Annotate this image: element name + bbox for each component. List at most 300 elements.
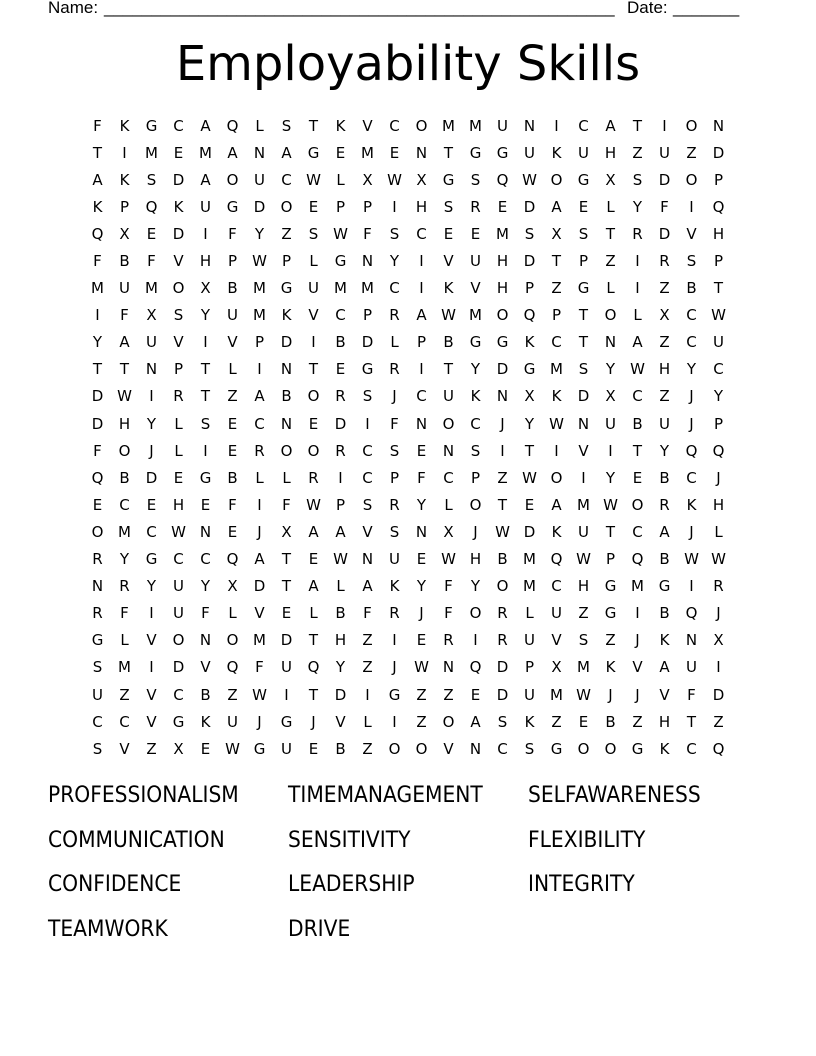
grid-letter: T: [578, 306, 589, 325]
grid-letter: Y: [200, 577, 211, 596]
grid-letter: F: [93, 116, 102, 135]
grid-letter: W: [252, 685, 267, 704]
grid-letter: Z: [578, 604, 589, 623]
grid-letter: I: [311, 333, 316, 352]
grid-letter: W: [522, 170, 537, 189]
grid-letter: L: [309, 604, 318, 623]
grid-letter: T: [308, 631, 319, 650]
grid-letter: K: [551, 522, 562, 541]
grid-letter: K: [551, 143, 562, 162]
grid-letter: Y: [335, 658, 346, 677]
grid-letter: C: [632, 387, 643, 406]
grid-letter: D: [658, 170, 671, 189]
grid-letter: H: [334, 631, 347, 650]
grid-letter: B: [659, 604, 670, 623]
grid-letter: D: [91, 387, 104, 406]
grid-letter: Z: [227, 387, 238, 406]
grid-letter: I: [473, 631, 478, 650]
grid-letter: E: [227, 441, 238, 460]
grid-letter: V: [470, 279, 481, 298]
grid-letter: N: [442, 441, 455, 460]
grid-letter: Z: [605, 252, 616, 271]
grid-letter: U: [524, 631, 535, 650]
grid-letter: V: [254, 604, 265, 623]
grid-letter: V: [335, 712, 346, 731]
grid-letter: V: [146, 631, 157, 650]
grid-letter: U: [281, 739, 292, 758]
grid-letter: E: [227, 414, 238, 433]
grid-letter: I: [554, 441, 559, 460]
grid-letter: X: [551, 224, 562, 243]
grid-letter: E: [524, 495, 535, 514]
grid-letter: X: [605, 170, 616, 189]
grid-letter: J: [149, 441, 154, 460]
grid-letter: N: [469, 739, 482, 758]
grid-letter: Z: [416, 712, 427, 731]
grid-letter: M: [496, 224, 509, 243]
grid-letter: Q: [685, 604, 698, 623]
grid-letter: B: [497, 550, 508, 569]
grid-letter: F: [93, 441, 102, 460]
grid-letter: Y: [713, 387, 724, 406]
grid-letter: Y: [632, 197, 643, 216]
grid-letter: R: [119, 577, 130, 596]
grid-letter: L: [714, 522, 723, 541]
grid-letter: E: [308, 739, 319, 758]
grid-letter: M: [361, 143, 374, 162]
grid-letter: U: [254, 170, 265, 189]
grid-letter: C: [497, 739, 508, 758]
grid-letter: P: [227, 252, 238, 271]
grid-letter: C: [686, 468, 697, 487]
grid-letter: A: [254, 387, 265, 406]
grid-letter: R: [470, 197, 481, 216]
grid-letter: E: [632, 468, 643, 487]
grid-letter: J: [257, 522, 262, 541]
grid-letter: K: [200, 712, 211, 731]
grid-letter: Q: [631, 550, 644, 569]
grid-letter: X: [173, 739, 184, 758]
grid-letter: I: [419, 252, 424, 271]
grid-letter: K: [281, 306, 292, 325]
grid-letter: O: [550, 170, 563, 189]
grid-letter: G: [226, 197, 239, 216]
grid-letter: R: [254, 441, 265, 460]
grid-letter: G: [145, 550, 158, 569]
grid-letter: S: [389, 441, 400, 460]
grid-letter: V: [173, 252, 184, 271]
grid-letter: F: [390, 414, 399, 433]
grid-letter: W: [387, 170, 402, 189]
grid-letter: O: [550, 468, 563, 487]
grid-letter: P: [551, 306, 562, 325]
grid-letter: Z: [632, 712, 643, 731]
grid-letter: F: [201, 604, 210, 623]
name-date-header: [48, 0, 748, 18]
grid-letter: M: [118, 522, 131, 541]
grid-letter: T: [605, 224, 616, 243]
grid-letter: N: [415, 143, 428, 162]
grid-letter: N: [415, 414, 428, 433]
grid-letter: A: [335, 522, 346, 541]
grid-letter: H: [199, 252, 212, 271]
grid-letter: F: [687, 685, 696, 704]
grid-letter: I: [95, 306, 100, 325]
grid-letter: G: [496, 143, 509, 162]
grid-letter: O: [469, 495, 482, 514]
grid-letter: Z: [551, 279, 562, 298]
date-label: Date:: [627, 0, 668, 17]
grid-letter: D: [172, 658, 185, 677]
grid-letter: T: [200, 387, 211, 406]
grid-letter: B: [443, 333, 454, 352]
page-title: Employability Skills: [175, 36, 641, 92]
grid-letter: J: [392, 387, 397, 406]
grid-letter: E: [578, 197, 589, 216]
grid-letter: B: [632, 414, 643, 433]
grid-letter: F: [93, 252, 102, 271]
grid-letter: F: [120, 306, 129, 325]
grid-letter: P: [713, 414, 724, 433]
grid-letter: P: [254, 333, 265, 352]
grid-letter: I: [419, 360, 424, 379]
grid-letter: F: [417, 468, 426, 487]
grid-letter: F: [120, 604, 129, 623]
grid-letter: M: [118, 658, 131, 677]
grid-letter: G: [172, 712, 185, 731]
grid-letter: O: [496, 577, 509, 596]
grid-letter: E: [173, 143, 184, 162]
grid-letter: W: [603, 495, 618, 514]
grid-letter: U: [200, 197, 211, 216]
grid-letter: T: [632, 441, 643, 460]
grid-letter: Z: [119, 685, 130, 704]
grid-letter: L: [228, 604, 237, 623]
grid-letter: Y: [389, 252, 400, 271]
grid-letter: S: [281, 116, 292, 135]
grid-letter: A: [281, 143, 292, 162]
grid-letter: G: [334, 252, 347, 271]
grid-letter: X: [443, 522, 454, 541]
grid-letter: Q: [226, 658, 239, 677]
grid-letter: N: [496, 387, 509, 406]
grid-letter: V: [551, 631, 562, 650]
grid-letter: N: [415, 522, 428, 541]
grid-letter: S: [470, 170, 481, 189]
grid-letter: B: [227, 468, 238, 487]
grid-letter: C: [173, 116, 184, 135]
grid-letter: H: [496, 279, 509, 298]
grid-letter: Y: [470, 360, 481, 379]
word-bank-item: FLEXIBILITY: [528, 827, 646, 853]
grid-letter: B: [335, 604, 346, 623]
grid-letter: W: [441, 306, 456, 325]
grid-letter: O: [415, 116, 428, 135]
grid-letter: N: [361, 252, 374, 271]
grid-letter: P: [524, 658, 535, 677]
grid-letter: B: [659, 550, 670, 569]
grid-letter: K: [659, 739, 670, 758]
grid-letter: M: [469, 116, 482, 135]
grid-letter: O: [442, 414, 455, 433]
grid-letter: O: [307, 441, 320, 460]
grid-letter: I: [338, 468, 343, 487]
grid-letter: O: [388, 739, 401, 758]
grid-letter: C: [200, 550, 211, 569]
grid-letter: M: [145, 143, 158, 162]
grid-letter: A: [119, 333, 130, 352]
grid-letter: I: [392, 631, 397, 650]
grid-letter: Q: [550, 550, 563, 569]
grid-letter: T: [713, 279, 724, 298]
grid-letter: O: [604, 739, 617, 758]
grid-letter: R: [92, 604, 103, 623]
grid-letter: K: [551, 387, 562, 406]
grid-letter: C: [551, 577, 562, 596]
grid-letter: C: [686, 739, 697, 758]
grid-letter: N: [442, 658, 455, 677]
grid-letter: U: [146, 333, 157, 352]
grid-letter: M: [361, 279, 374, 298]
grid-letter: T: [308, 685, 319, 704]
grid-letter: A: [659, 658, 670, 677]
grid-letter: E: [308, 414, 319, 433]
grid-letter: T: [524, 441, 535, 460]
grid-letter: O: [280, 197, 293, 216]
grid-letter: J: [608, 685, 613, 704]
grid-letter: W: [333, 550, 348, 569]
grid-letter: J: [716, 604, 721, 623]
grid-letter: C: [713, 360, 724, 379]
grid-letter: K: [335, 116, 346, 135]
grid-letter: G: [604, 604, 617, 623]
grid-letter: J: [473, 522, 478, 541]
grid-letter: Z: [362, 658, 373, 677]
grid-letter: L: [606, 197, 615, 216]
grid-letter: K: [173, 197, 184, 216]
grid-letter: W: [306, 170, 321, 189]
grid-letter: P: [605, 550, 616, 569]
grid-letter: Z: [686, 143, 697, 162]
grid-letter: I: [257, 360, 262, 379]
grid-letter: J: [419, 604, 424, 623]
grid-letter: D: [658, 224, 671, 243]
grid-letter: M: [631, 577, 644, 596]
grid-letter: D: [253, 197, 266, 216]
grid-letter: O: [685, 170, 698, 189]
grid-letter: C: [119, 712, 130, 731]
grid-letter: O: [469, 604, 482, 623]
grid-letter: S: [578, 631, 589, 650]
grid-letter: U: [470, 252, 481, 271]
grid-letter: G: [280, 279, 293, 298]
grid-letter: Z: [632, 143, 643, 162]
grid-letter: U: [686, 658, 697, 677]
grid-letter: J: [257, 712, 262, 731]
grid-letter: Q: [91, 224, 104, 243]
grid-letter: F: [255, 658, 264, 677]
grid-letter: I: [203, 441, 208, 460]
grid-letter: J: [311, 712, 316, 731]
grid-letter: R: [389, 495, 400, 514]
grid-letter: Y: [119, 550, 130, 569]
grid-letter: A: [551, 495, 562, 514]
grid-letter: S: [524, 224, 535, 243]
grid-letter: D: [172, 224, 185, 243]
grid-letter: M: [91, 279, 104, 298]
grid-letter: M: [145, 279, 158, 298]
grid-letter: N: [361, 550, 374, 569]
grid-letter: D: [523, 197, 536, 216]
grid-letter: I: [392, 197, 397, 216]
grid-letter: O: [118, 441, 131, 460]
grid-letter: O: [496, 306, 509, 325]
grid-letter: G: [469, 333, 482, 352]
grid-letter: T: [605, 522, 616, 541]
grid-letter: G: [361, 360, 374, 379]
grid-letter: T: [308, 116, 319, 135]
grid-letter: E: [281, 604, 292, 623]
grid-letter: U: [308, 279, 319, 298]
grid-letter: E: [308, 197, 319, 216]
grid-letter: Q: [91, 468, 104, 487]
grid-letter: O: [685, 116, 698, 135]
grid-letter: X: [227, 577, 238, 596]
grid-letter: I: [635, 604, 640, 623]
grid-letter: U: [443, 387, 454, 406]
grid-letter: O: [280, 441, 293, 460]
grid-letter: T: [281, 577, 292, 596]
grid-letter: T: [578, 333, 589, 352]
word-bank-item: LEADERSHIP: [288, 872, 415, 897]
grid-letter: N: [604, 333, 617, 352]
grid-letter: E: [470, 224, 481, 243]
grid-letter: I: [554, 116, 559, 135]
grid-letter: L: [255, 468, 264, 487]
grid-letter: L: [282, 468, 291, 487]
grid-letter: K: [92, 197, 103, 216]
grid-letter: L: [363, 712, 372, 731]
grid-letter: Z: [443, 685, 454, 704]
grid-letter: D: [496, 360, 509, 379]
grid-letter: P: [335, 197, 346, 216]
grid-letter: C: [443, 468, 454, 487]
grid-letter: C: [92, 712, 103, 731]
grid-letter: W: [549, 414, 564, 433]
grid-letter: K: [605, 658, 616, 677]
grid-letter: V: [119, 739, 130, 758]
grid-letter: F: [147, 252, 156, 271]
grid-letter: W: [495, 522, 510, 541]
grid-letter: F: [228, 495, 237, 514]
grid-letter: R: [497, 631, 508, 650]
grid-letter: X: [119, 224, 130, 243]
grid-letter: R: [308, 468, 319, 487]
grid-letter: T: [686, 712, 697, 731]
grid-letter: Z: [416, 685, 427, 704]
grid-letter: W: [711, 306, 726, 325]
grid-letter: G: [631, 739, 644, 758]
grid-letter: Z: [659, 279, 670, 298]
name-blank-line: ______________________________________________________: [104, 0, 615, 17]
grid-letter: N: [577, 414, 590, 433]
grid-letter: I: [392, 712, 397, 731]
grid-letter: T: [632, 116, 643, 135]
grid-letter: N: [199, 522, 212, 541]
grid-letter: A: [362, 577, 373, 596]
grid-letter: I: [122, 143, 127, 162]
grid-letter: Z: [659, 387, 670, 406]
grid-letter: E: [200, 739, 211, 758]
grid-letter: L: [120, 631, 129, 650]
grid-letter: U: [173, 604, 184, 623]
grid-letter: Y: [146, 414, 157, 433]
grid-letter: T: [551, 252, 562, 271]
grid-letter: U: [713, 333, 724, 352]
grid-letter: M: [523, 550, 536, 569]
grid-letter: E: [416, 631, 427, 650]
grid-letter: T: [92, 360, 103, 379]
grid-letter: P: [119, 197, 130, 216]
grid-letter: U: [389, 550, 400, 569]
grid-letter: C: [281, 170, 292, 189]
grid-letter: R: [389, 306, 400, 325]
grid-letter: D: [280, 333, 293, 352]
grid-letter: I: [203, 333, 208, 352]
grid-letter: X: [281, 522, 292, 541]
grid-letter: W: [225, 739, 240, 758]
grid-letter: V: [200, 658, 211, 677]
grid-letter: S: [146, 170, 157, 189]
grid-letter: D: [172, 170, 185, 189]
grid-letter: H: [469, 550, 482, 569]
grid-letter: J: [635, 685, 640, 704]
grid-letter: S: [389, 522, 400, 541]
grid-letter: J: [716, 468, 721, 487]
name-label: Name:: [48, 0, 99, 17]
grid-letter: Z: [551, 712, 562, 731]
grid-letter: I: [716, 658, 721, 677]
grid-letter: I: [419, 279, 424, 298]
grid-letter: X: [551, 658, 562, 677]
grid-letter: M: [577, 495, 590, 514]
grid-letter: A: [632, 333, 643, 352]
grid-letter: U: [173, 577, 184, 596]
grid-letter: V: [632, 658, 643, 677]
grid-letter: M: [253, 279, 266, 298]
grid-letter: H: [577, 577, 590, 596]
grid-letter: I: [149, 658, 154, 677]
grid-letter: C: [335, 306, 346, 325]
grid-letter: G: [577, 279, 590, 298]
grid-letter: W: [171, 522, 186, 541]
grid-letter: M: [199, 143, 212, 162]
grid-letter: D: [523, 252, 536, 271]
grid-letter: I: [365, 414, 370, 433]
grid-letter: A: [551, 197, 562, 216]
grid-letter: B: [281, 387, 292, 406]
grid-letter: X: [416, 170, 427, 189]
grid-letter: H: [604, 143, 617, 162]
grid-letter: B: [686, 279, 697, 298]
grid-letter: V: [146, 685, 157, 704]
word-bank-item: TEAMWORK: [48, 916, 168, 942]
grid-letter: K: [524, 712, 535, 731]
grid-letter: P: [578, 252, 589, 271]
grid-letter: E: [470, 685, 481, 704]
grid-letter: E: [335, 143, 346, 162]
grid-letter: W: [576, 550, 591, 569]
